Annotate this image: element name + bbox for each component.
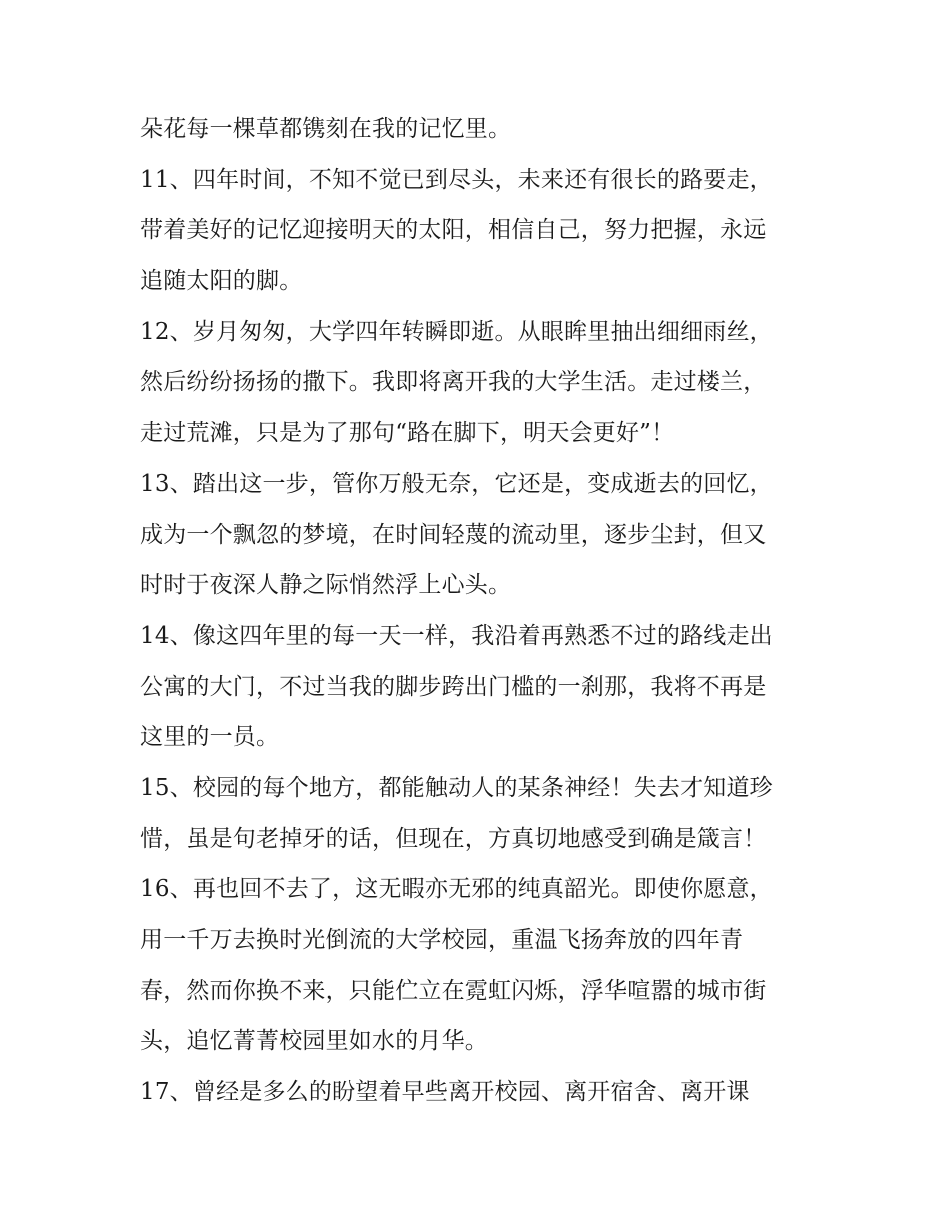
text-line: 然后纷纷扬扬的撒下。我即将离开我的大学生活。走过楼兰， [140, 369, 767, 396]
text-line: 春，然而你换不来，只能伫立在霓虹闪烁，浮华喧嚣的城市街 [140, 977, 767, 1004]
text-line: 17、曾经是多么的盼望着早些离开校园、离开宿舍、离开课 [140, 1079, 750, 1106]
text-line: 带着美好的记忆迎接明天的太阳，相信自己，努力把握，永远 [140, 217, 767, 244]
text-line: 15、校园的每个地方，都能触动人的某条神经！失去才知道珍 [140, 774, 773, 801]
text-line: 13、踏出这一步，管你万般无奈，它还是，变成逝去的回忆， [140, 470, 773, 497]
text-line: 14、像这四年里的每一天一样，我沿着再熟悉不过的路线走出 [140, 622, 773, 649]
text-line: 这里的一员。 [140, 724, 280, 751]
text-line: 惜，虽是句老掉牙的话，但现在，方真切地感受到确是箴言！ [140, 825, 767, 852]
text-line: 16、再也回不去了，这无暇亦无邪的纯真韶光。即使你愿意， [140, 876, 773, 903]
text-line: 公寓的大门，不过当我的脚步跨出门槛的一刹那，我将不再是 [140, 673, 767, 700]
text-line: 朵花每一棵草都镌刻在我的记忆里。 [140, 116, 512, 142]
text-line: 成为一个飘忽的梦境，在时间轻蔑的流动里，逐步尘封，但又 [140, 521, 767, 548]
text-line: 追随太阳的脚。 [140, 268, 303, 295]
text-line: 走过荒滩，只是为了那句“路在脚下，明天会更好”！ [140, 420, 675, 447]
text-line: 时时于夜深人静之际悄然浮上心头。 [140, 572, 512, 599]
document-body [140, 104, 830, 1118]
text-line: 头，追忆菁菁校园里如水的月华。 [140, 1028, 488, 1055]
text-line: 11、四年时间，不知不觉已到尽头，未来还有很长的路要走， [140, 166, 773, 193]
text-line: 用一千万去换时光倒流的大学校园，重温飞扬奔放的四年青 [140, 927, 744, 953]
text-line: 12、岁月匆匆，大学四年转瞬即逝。从眼眸里抽出细细雨丝， [140, 318, 773, 345]
